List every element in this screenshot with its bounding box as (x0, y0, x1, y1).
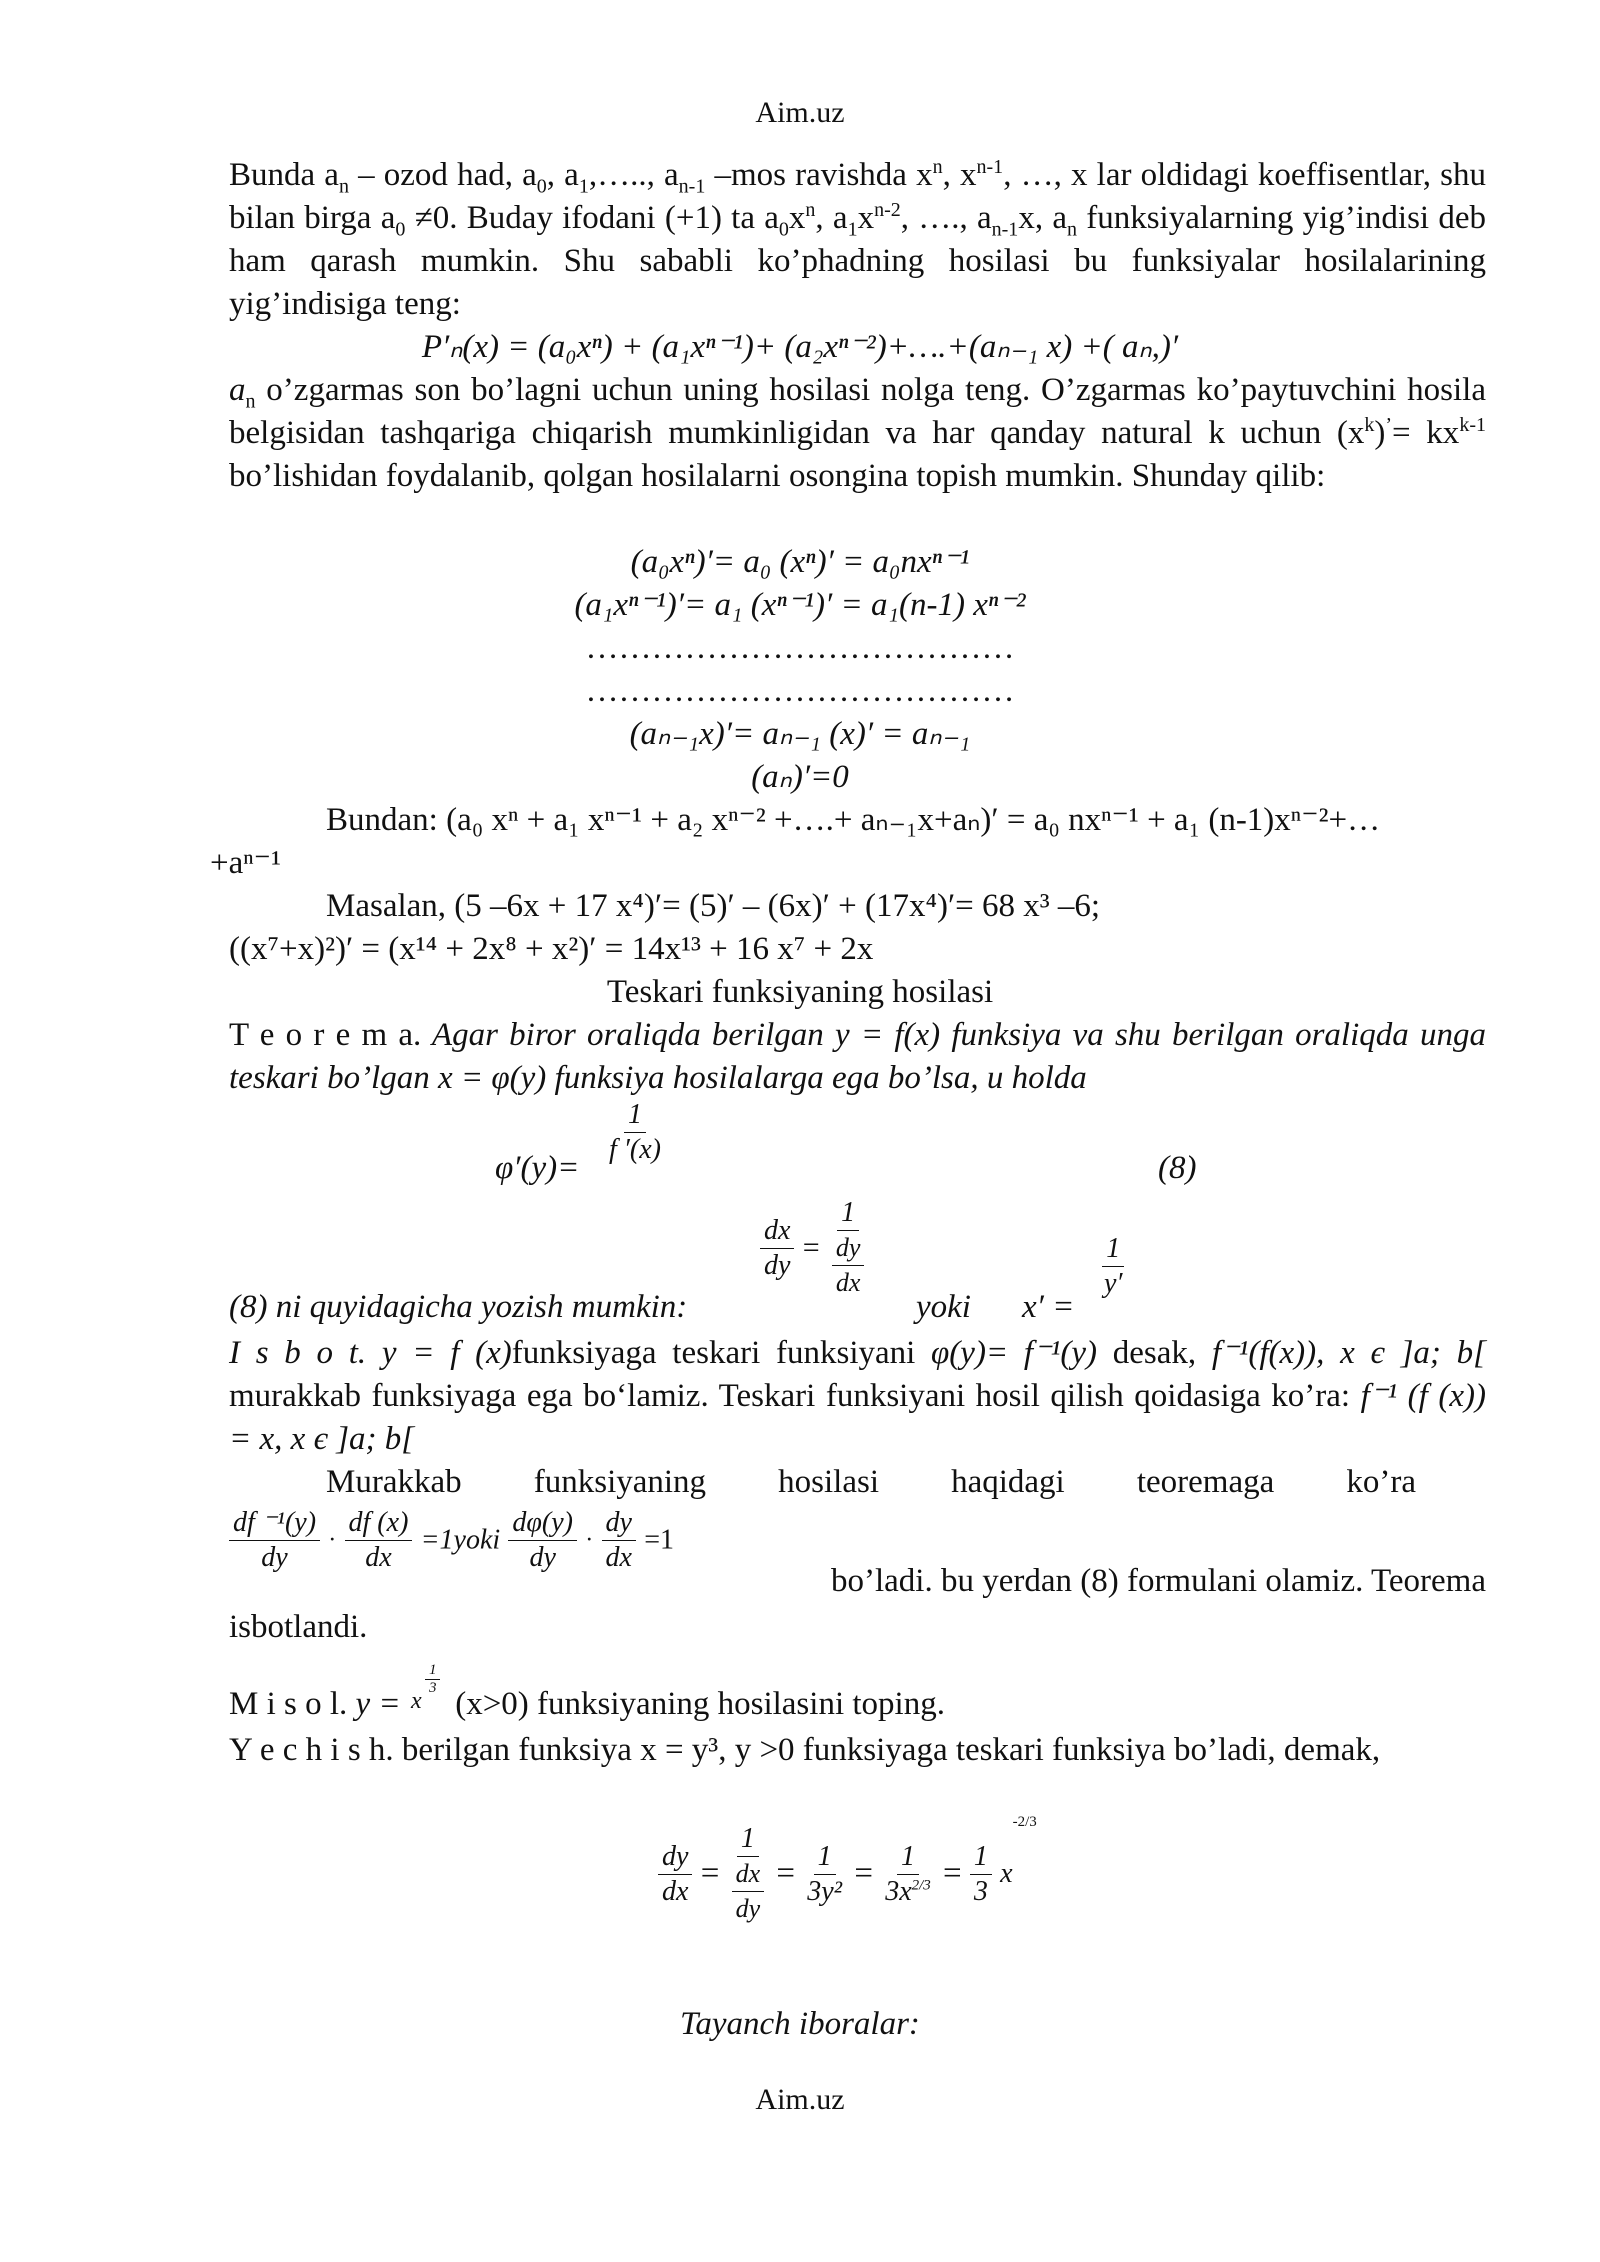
deriv-line-dots-2: ………………………………… (585, 673, 1015, 709)
chain-rule-conclusion: bo’ladi. bu yerdan (8) formulani olamiz. Teorema (830, 1563, 1486, 1599)
proof-end: isbotlandi. (229, 1609, 368, 1645)
paragraph-intro: Bunda $a_n$ – ozod had, $a_0$, $a_1,\dots$.., $a_{n-1}$ –mos ravishda $x^n$, $x^{n-1}$, …, x lar oldidagi koeffisentlar, shu bilan birga $a_0 \ne 0$. Buday ifodani (+1) ta $a_0x^n$, $a_1x^{n-2}$, …., $a_{n-1}x$, $a_n$ funksiyalarning yig’indisi deb ham qarash mumkin. Shu sababli ko’phadning hosilasi bu funksiyalar hosilalarining yig’indisiga teng: (229, 156, 1487, 322)
formula-8-rewrite-text: (8) ni quyidagicha yozish mumkin: (229, 1289, 688, 1325)
deriv-line-0: (a₀xⁿ)′= a₀ (xⁿ)′ = a₀nxⁿ⁻¹ (630, 544, 970, 580)
page-header: Aim.uz (755, 96, 845, 129)
deriv-line-4: (aₙ₋₁x)′= aₙ₋₁ (x)′ = aₙ₋₁ (629, 716, 971, 752)
solution-formula: $\frac{dy}{dx}$ = $\frac{1}{\frac{dx}{dy}}$ = $\frac{1}{\text{3y²}}$ = $\frac{1}{3x^{2/3}}$ = $\frac{1}{3}$ $x^{-2/3}$ (658, 1822, 1037, 1926)
formula-8-lhs: φ′(y)= (495, 1150, 580, 1186)
example-2: ((x⁷+x)²)′ = (x¹⁴ + 2x⁸ + x²)′ = 14x¹³ + 16 x⁷ + 2x (229, 931, 874, 967)
xprime-lhs: x′ = (1022, 1289, 1075, 1325)
deriv-line-1: (a₁xⁿ⁻¹)′= a₁ (xⁿ⁻¹)′ = a₁(n-1) xⁿ⁻² (574, 587, 1026, 623)
paragraph-constant: $a_n$ o’zgarmas son bo’lagni uchun uning hosilasi nolga teng. O’zgarmas ko’paytuvchini hosila belgisidan tashqariga chiqarish mumkinligidan va har qanday natural k uchun $(x^k)^’= kx^{k-1}$ bo’lishidan foydalanib, qolgan hosilalarni osongina topish mumkin. Shunday qilib: (229, 372, 1486, 494)
formula-8-tag: (8) (1158, 1150, 1197, 1186)
formula-dxdy: $\frac{dx}{dy}$ = $\frac{1}{\frac{dy}{dx}}$ (760, 1196, 868, 1300)
chain-rule-intro: Murakkab funksiyaning hosilasi haqidagi teoremaga ko’ra (326, 1464, 1416, 1500)
bundan-formula: Bundan: (a₀ xⁿ + a₁ xⁿ⁻¹ + a₂ xⁿ⁻² +….+ aₙ₋₁x+aₙ)′ = a₀ nxⁿ⁻¹ + a₁ (n-1)xⁿ⁻²+… (326, 802, 1381, 838)
key-terms-heading: Tayanch iboralar: (680, 2006, 920, 2042)
solution-paragraph: Y e c h i s h. berilgan funksiya x = y³, y >0 funksiyaga teskari funksiya bo’ladi, demak, (229, 1732, 1381, 1768)
section-title: Teskari funksiyaning hosilasi (606, 974, 994, 1010)
example-1: Masalan, (5 –6x + 17 x⁴)′= (5)′ – (6x)′ + (17x⁴)′= 68 x³ –6; (326, 888, 1101, 924)
chain-rule-formula: $\frac{\text{df ⁻¹(y)}}{dy}$ · $\frac{df (x)}{dx}$ =1yoki $\frac{d\varphi(y)}{dy}$ · $\frac{dy}{dx}$ =1 (229, 1506, 674, 1575)
proof-paragraph: I s b o t. y = f (x)funksiyaga teskari funksiyani φ(y)= f⁻¹(y) desak, f⁻¹(f(x)), x є ]a; b[ murakkab funksiyaga ega bo‘lamiz. Teskari funksiyani hosil qilish qoidasiga ko’ra: f⁻¹ (f (x)) = x, x є ]a; b[ (229, 1335, 1486, 1457)
bundan-continuation: +aⁿ⁻¹ (210, 845, 281, 881)
example-statement: M i s o l. y = x $\frac{1}{3}$ (x>0) funksiyaning hosilasini toping. (229, 1662, 945, 1722)
xprime-fraction: $\frac{1}{y'}$ (1104, 1233, 1123, 1299)
yoki-word: yoki (916, 1289, 971, 1325)
theorem-paragraph: T e o r e m a. Agar biror oraliqda berilgan y = f(x) funksiya va shu berilgan oraliqda unga teskari bo’lgan x = φ(y) funksiya hosilalarga ega bo’lsa, u holda (229, 1017, 1486, 1096)
formula-polynomial-derivative: P′ₙ(x) = (a₀xⁿ) + (a₁xⁿ⁻¹)+ (a₂xⁿ⁻²)+….+(aₙ₋₁ x) +( aₙ,)′ (421, 329, 1179, 365)
deriv-line-5: (aₙ)′=0 (751, 759, 849, 795)
page-footer: Aim.uz (755, 2083, 845, 2116)
formula-8-fraction: $\frac{1}{f '(x)}$ (609, 1099, 661, 1165)
deriv-line-dots-1: ………………………………… (585, 630, 1015, 666)
